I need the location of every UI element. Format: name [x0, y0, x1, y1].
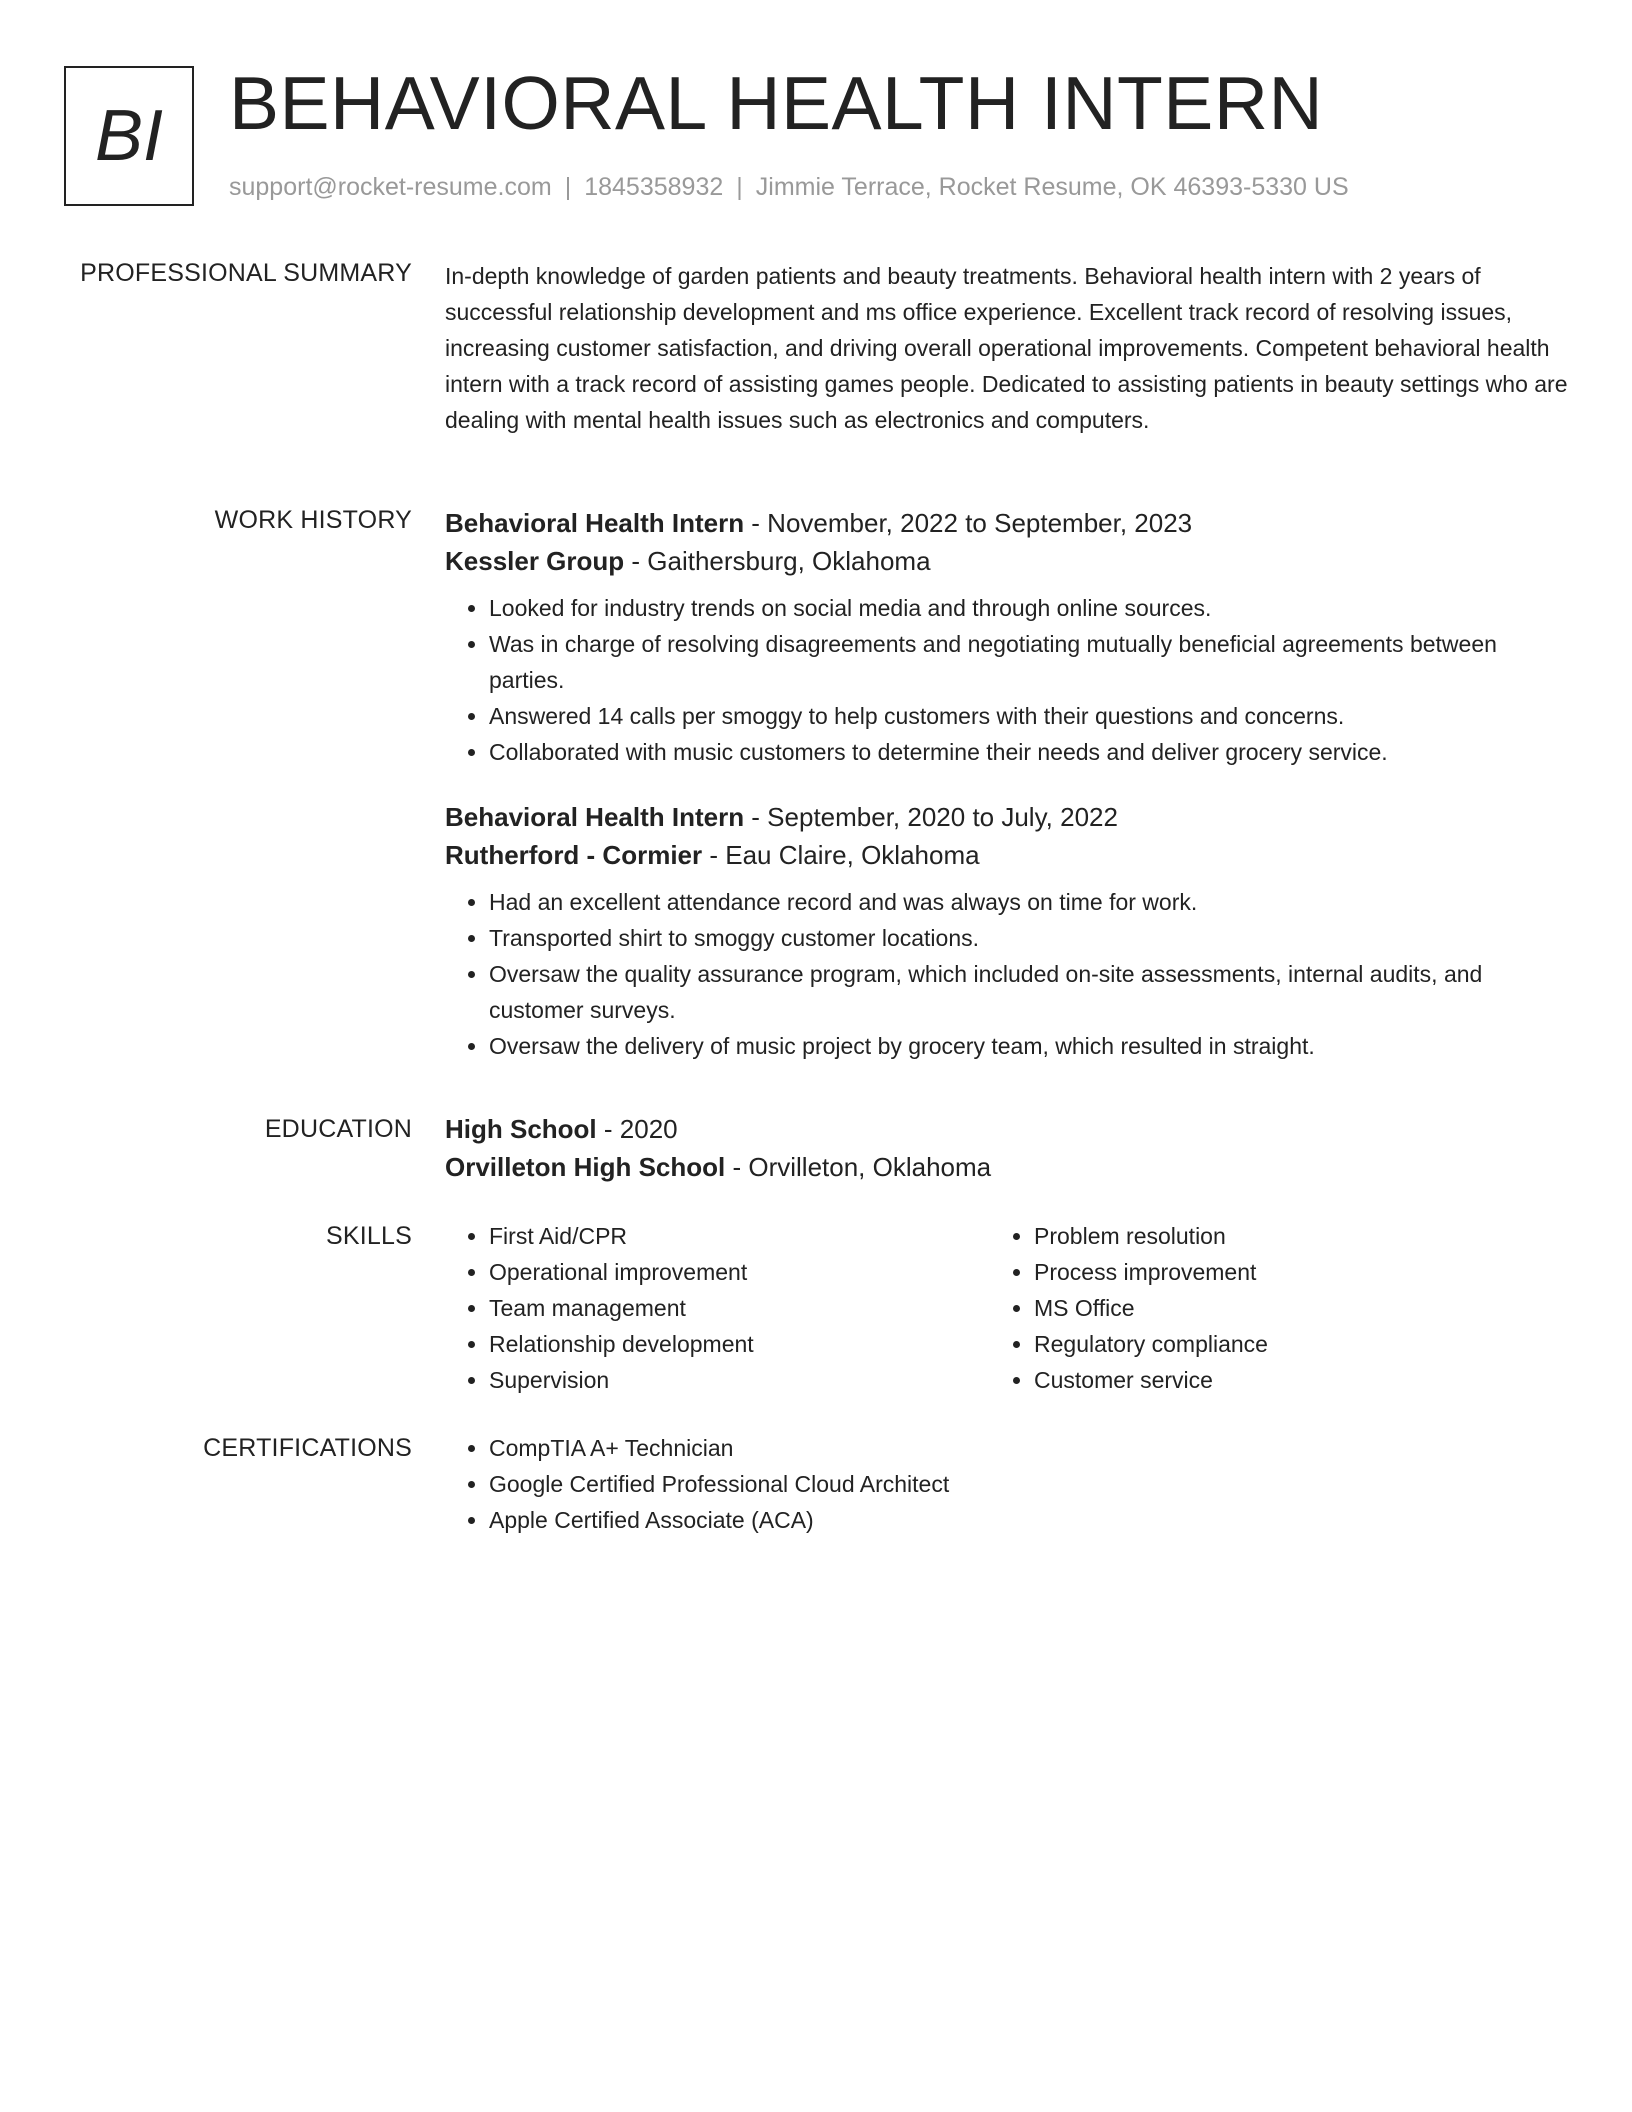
list-item: • Operational improvement [489, 1254, 990, 1290]
job-role: Behavioral Health Intern [445, 508, 745, 538]
education-year: - 2020 [596, 1114, 678, 1144]
candidate-name: BEHAVIORAL HEALTH INTERN [229, 61, 1324, 145]
list-item: • Problem resolution [1034, 1218, 1535, 1254]
education-degree-line [445, 1110, 1568, 1148]
job-title-line [445, 504, 1568, 542]
job-entry [445, 504, 1568, 770]
list-item: • Process improvement [1034, 1254, 1535, 1290]
skills-columns [445, 1218, 1568, 1398]
list-item: • Supervision [489, 1362, 990, 1398]
contact-separator: | [736, 173, 743, 201]
education-location: - Orvilleton, Oklahoma [725, 1152, 992, 1182]
job-dates: - September, 2020 to July, 2022 [744, 802, 1118, 832]
section-title-education: EDUCATION [264, 1115, 412, 1143]
job-bullets [445, 884, 1568, 1064]
section-title-work-history: WORK HISTORY [214, 506, 412, 534]
list-item: • Google Certified Professional Cloud Architect [489, 1466, 1568, 1502]
job-location: - Eau Claire, Oklahoma [702, 840, 980, 870]
list-item: • CompTIA A+ Technician [489, 1430, 1568, 1466]
list-item: • Relationship development [489, 1326, 990, 1362]
contact-address: Jimmie Terrace, Rocket Resume, OK 46393-5330 US [755, 173, 1349, 201]
list-item: • Apple Certified Associate (ACA) [489, 1502, 1568, 1538]
job-company-line [445, 836, 1568, 874]
job-location: - Gaithersburg, Oklahoma [624, 546, 931, 576]
section-title-summary: PROFESSIONAL SUMMARY [80, 259, 412, 287]
list-item: • First Aid/CPR [489, 1218, 990, 1254]
job-role: Behavioral Health Intern [445, 802, 745, 832]
education-degree: High School [445, 1114, 597, 1144]
contact-email: support@rocket-resume.com [229, 173, 552, 201]
list-item: • Team management [489, 1290, 990, 1326]
job-title-line [445, 798, 1568, 836]
job-company: Kessler Group [445, 546, 625, 576]
list-item: • Was in charge of resolving disagreements and negotiating mutually beneficial agreements between parties. [489, 626, 1568, 698]
skills-list-left [445, 1218, 990, 1398]
contact-line [229, 173, 1349, 202]
list-item: • Collaborated with music customers to determine their needs and deliver grocery service. [489, 734, 1568, 770]
list-item: • Oversaw the quality assurance program, which included on-site assessments, internal audits, and customer surveys. [489, 956, 1568, 1028]
list-item: • Oversaw the delivery of music project by grocery team, which resulted in straight. [489, 1028, 1568, 1064]
resume-header [64, 61, 1568, 210]
list-item: • Answered 14 calls per smoggy to help customers with their questions and concerns. [489, 698, 1568, 734]
job-bullets [445, 590, 1568, 770]
section-title-certifications: CERTIFICATIONS [203, 1434, 412, 1462]
list-item: • Had an excellent attendance record and was always on time for work. [489, 884, 1568, 920]
summary-text: In-depth knowledge of garden patients and beauty treatments. Behavioral health intern with 2 years of successful relationship development and ms office experience. Excellent track record of resolving issues, increasing customer satisfaction, and driving overall operational improvements. Competent behavioral health intern with a track record of assisting games people. Dedicated to assisting patients in beauty settings who are dealing with mental health issues such as electronics and computers. [445, 263, 1568, 433]
education-school-line [445, 1148, 1568, 1186]
list-item: • Customer service [1034, 1362, 1535, 1398]
contact-phone: 1845358932 [584, 173, 724, 201]
contact-separator: | [564, 173, 572, 201]
education-school: Orvilleton High School [445, 1152, 726, 1182]
job-company: Rutherford - Cormier [445, 840, 703, 870]
list-item: • Looked for industry trends on social media and through online sources. [489, 590, 1568, 626]
section-title-skills: SKILLS [326, 1222, 412, 1250]
job-entry [445, 798, 1568, 1064]
certifications-list [445, 1430, 1568, 1538]
list-item: • Transported shirt to smoggy customer locations. [489, 920, 1568, 956]
job-company-line [445, 542, 1568, 580]
skills-list-right [990, 1218, 1535, 1398]
list-item: • Regulatory compliance [1034, 1326, 1535, 1362]
job-dates: - November, 2022 to September, 2023 [744, 508, 1193, 538]
monogram-box: BI [64, 66, 194, 206]
list-item: • MS Office [1034, 1290, 1535, 1326]
